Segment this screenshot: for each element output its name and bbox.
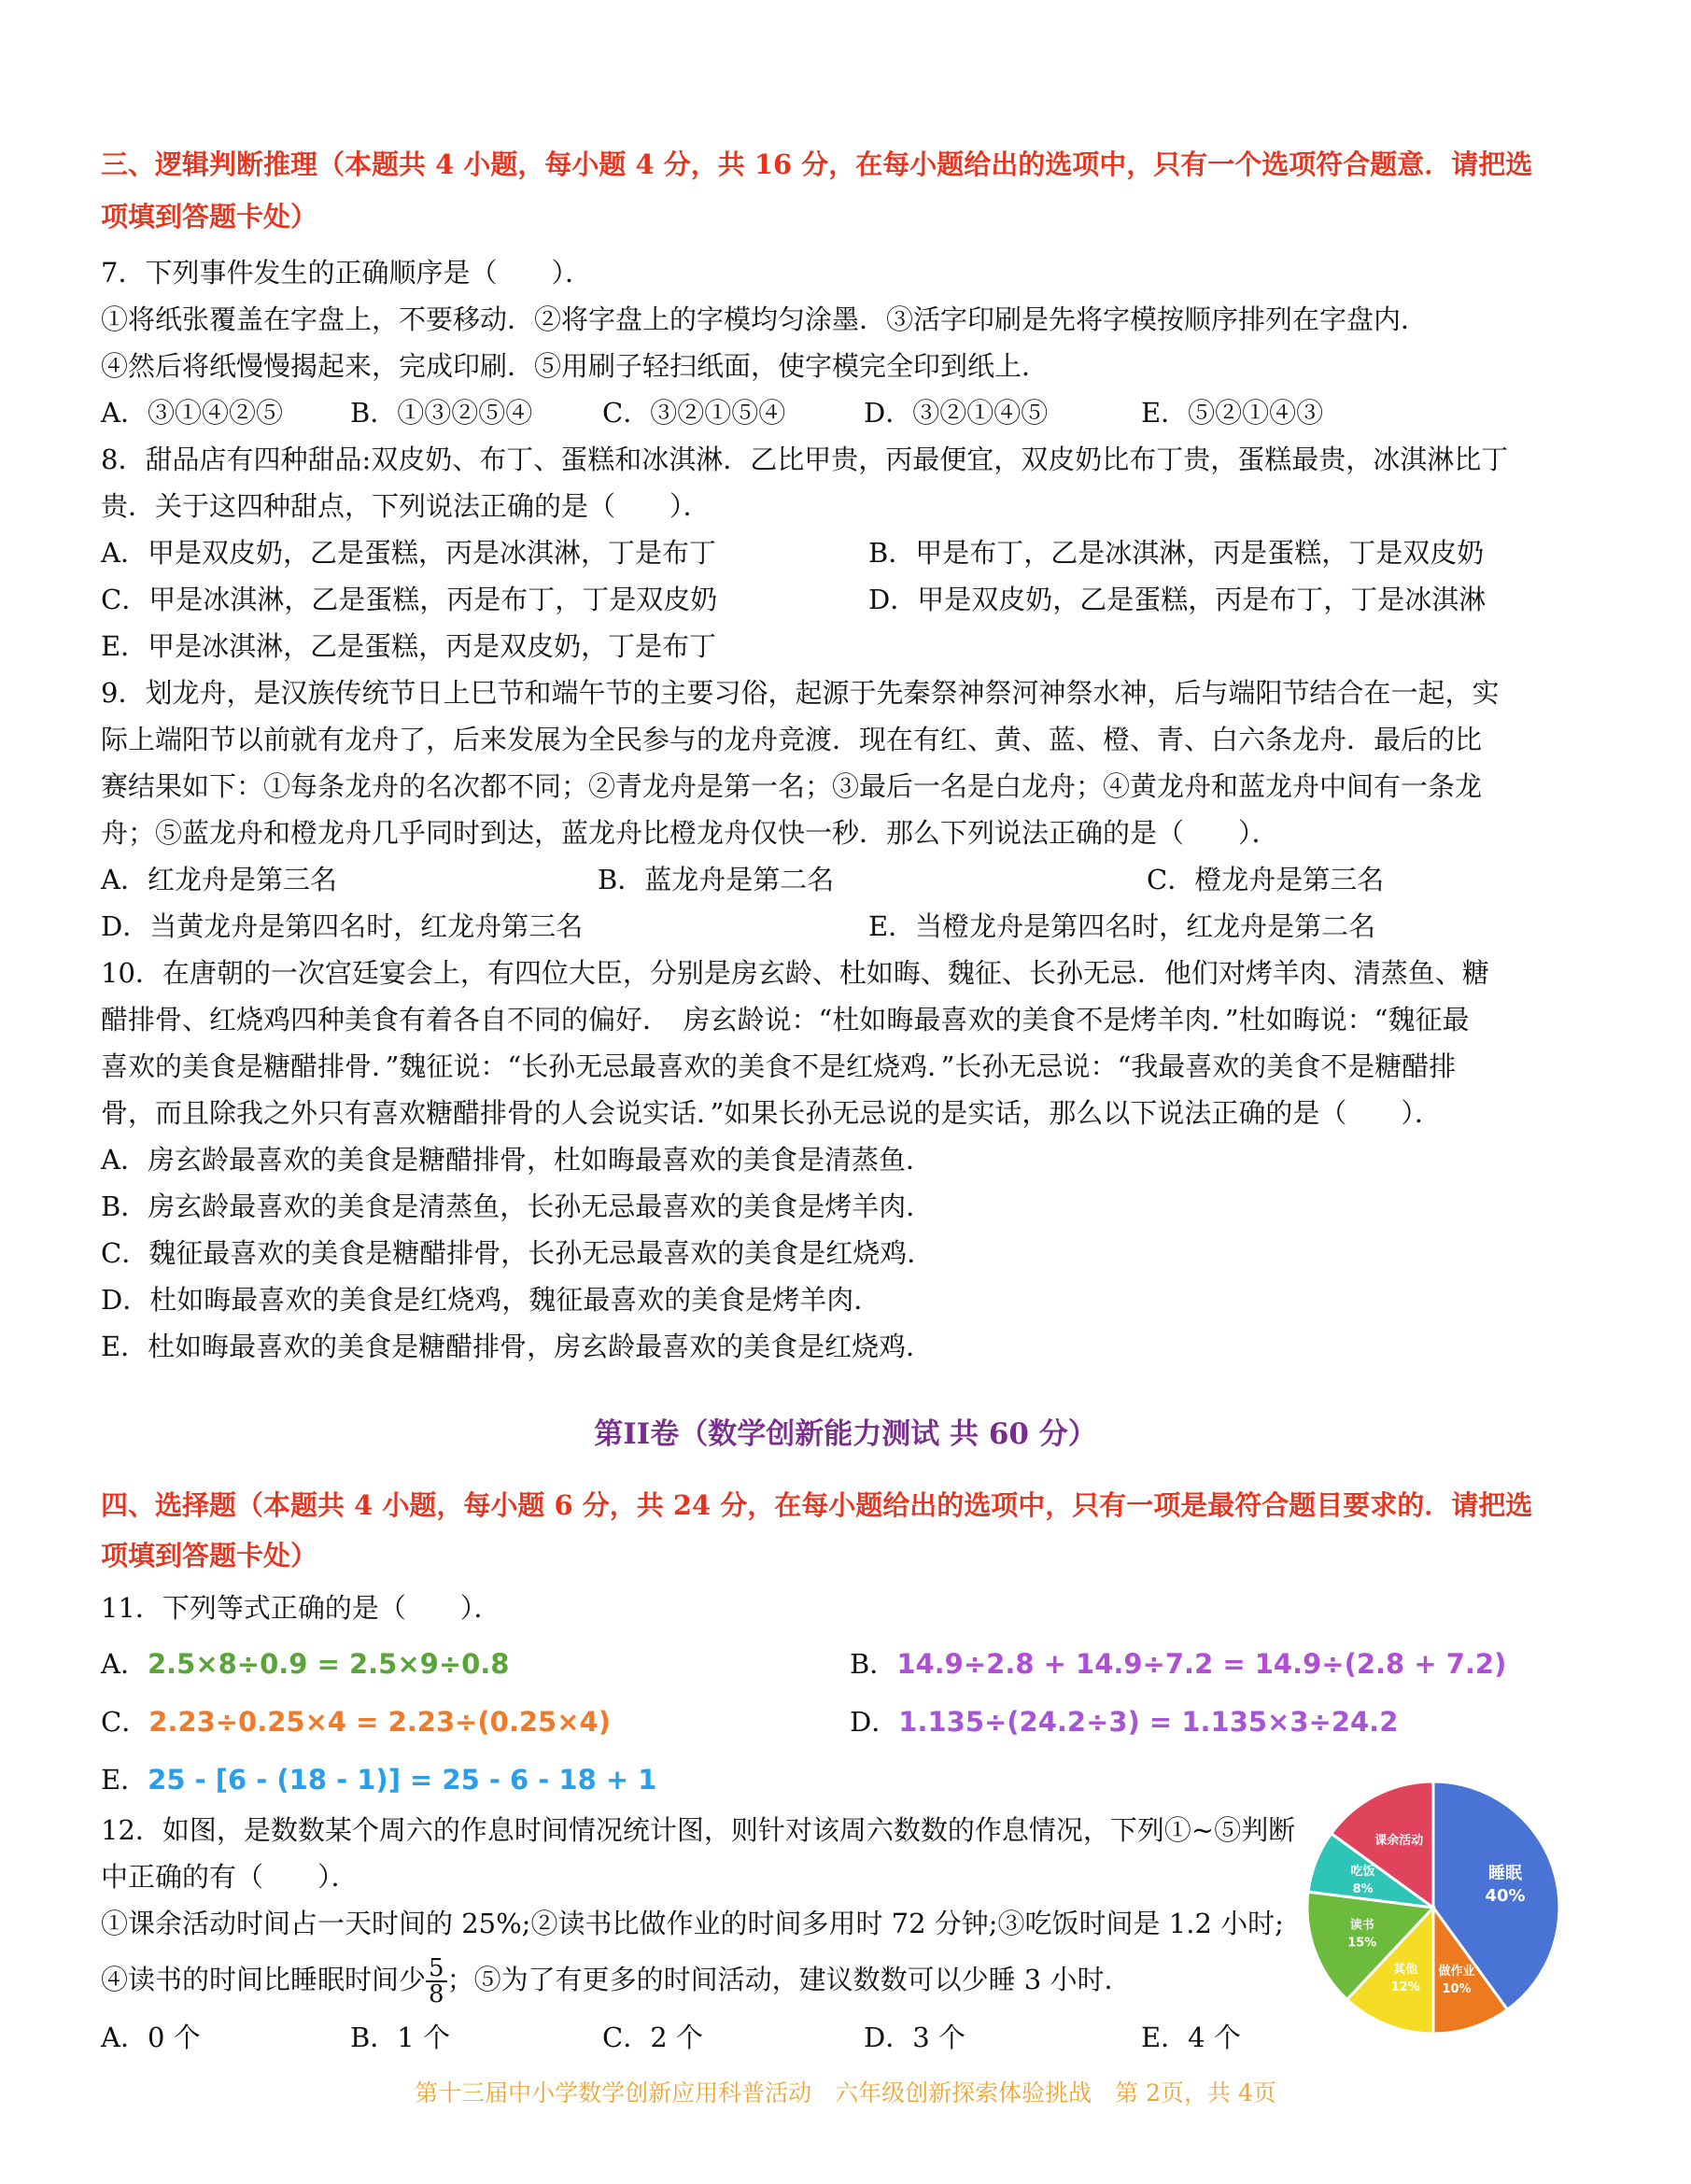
pie-label-5: 课余活动 bbox=[1374, 1834, 1424, 1849]
q11-option-e bbox=[101, 1763, 656, 1797]
q8-option-a: A．甲是双皮奶，乙是蛋糕，丙是冰淇淋，丁是布丁 bbox=[101, 537, 716, 569]
q8-line1: 8．甜品店有四种甜品:双皮奶、布丁、蛋糕和冰淇淋．乙比甲贵，丙最便宜，双皮奶比布丁贵，蛋糕最贵，冰淇淋比丁 bbox=[101, 444, 1509, 475]
q11-option-e-expr: 25 - [6 - (18 - 1)] = 25 - 6 - 18 + 1 bbox=[148, 1764, 657, 1796]
q12-option-e: E．4 个 bbox=[1141, 2022, 1241, 2053]
q12-line3: ①课余活动时间占一天时间的 25%;②读书比做作业的时间多用时 72 分钟;③吃饭时间是 1.2 小时; bbox=[101, 1908, 1284, 1939]
pie-label-2: 其他 bbox=[1393, 1963, 1418, 1978]
q8-option-c: C．甲是冰淇淋，乙是蛋糕，丙是布丁，丁是双皮奶 bbox=[101, 584, 718, 615]
q9-option-d: D．当黄龙舟是第四名时，红龙舟第三名 bbox=[101, 910, 584, 942]
q12-line4 bbox=[101, 1950, 1131, 2009]
pie-label-4: 吃饭 bbox=[1350, 1865, 1375, 1880]
q12-line2: 中正确的有（ ）． bbox=[101, 1861, 359, 1893]
q7-line1: ①将纸张覆盖在字盘上，不要移动．②将字盘上的字模均匀涂墨．③活字印刷是先将字模按顺序排列在字盘内． bbox=[101, 303, 1429, 335]
q11-option-c bbox=[101, 1705, 611, 1739]
q10-option-a: A．房玄龄最喜欢的美食是糖醋排骨，杜如晦最喜欢的美食是清蒸鱼． bbox=[101, 1144, 933, 1176]
q8-option-b: B．甲是布丁，乙是冰淇淋，丙是蛋糕，丁是双皮奶 bbox=[868, 537, 1485, 569]
q11-option-c-expr: 2.23÷0.25×4 = 2.23÷(0.25×4) bbox=[148, 1706, 611, 1738]
q7-option-d: D．③②①④⑤ bbox=[864, 397, 1049, 429]
q10-line4: 骨，而且除我之外只有喜欢糖醋排骨的人会说实话．”如果长孙无忌说的是实话，那么以下说法正确的是（ ）． bbox=[101, 1097, 1442, 1129]
q9-option-a: A．红龙舟是第三名 bbox=[101, 864, 337, 895]
q10-option-e: E．杜如晦最喜欢的美食是糖醋排骨，房玄龄最喜欢的美食是红烧鸡． bbox=[101, 1331, 934, 1362]
pie-value-label-0: 40% bbox=[1485, 1885, 1526, 1906]
q9-line2: 际上端阳节以前就有龙舟了，后来发展为全民参与的龙舟竞渡．现在有红、黄、蓝、橙、青、白六条龙舟．最后的比 bbox=[101, 724, 1483, 755]
q11-option-a bbox=[101, 1647, 510, 1681]
q11-option-c-label: C． bbox=[101, 1706, 149, 1738]
q11-option-d bbox=[850, 1705, 1398, 1739]
q11-stem: 11．下列等式正确的是（ ）． bbox=[101, 1592, 501, 1624]
q12-line4-post: ；⑤为了有更多的时间活动，建议数数可以少睡 3 小时． bbox=[446, 1964, 1132, 1995]
q8-option-d: D．甲是双皮奶，乙是蛋糕，丙是布丁，丁是冰淇淋 bbox=[868, 584, 1487, 615]
q9-option-e: E．当橙龙舟是第四名时，红龙舟是第二名 bbox=[868, 910, 1376, 942]
q9-option-c: C．橙龙舟是第三名 bbox=[1147, 864, 1385, 895]
q12-option-c: C．2 个 bbox=[602, 2022, 703, 2053]
q12-option-b: B．1 个 bbox=[350, 2022, 450, 2053]
q10-line3: 喜欢的美食是糖醋排骨．”魏征说：“长孙无忌最喜欢的美食不是红烧鸡．”长孙无忌说：“我最喜欢的美食不是糖醋排 bbox=[101, 1050, 1457, 1082]
q12-option-d: D．3 个 bbox=[864, 2022, 965, 2053]
q11-option-a-expr: 2.5×8÷0.9 = 2.5×9÷0.8 bbox=[147, 1648, 510, 1680]
pie-label-3: 读书 bbox=[1349, 1918, 1374, 1933]
q10-option-d: D．杜如晦最喜欢的美食是红烧鸡，魏征最喜欢的美食是烤羊肉． bbox=[101, 1284, 881, 1316]
fraction-five-eighths bbox=[426, 1956, 447, 2007]
q9-option-b: B．蓝龙舟是第二名 bbox=[598, 864, 835, 895]
pie-value-label-4: 8% bbox=[1352, 1882, 1374, 1897]
part2-title: 第II卷（数学创新能力测试 共 60 分） bbox=[594, 1417, 1097, 1451]
pie-value-label-3: 15% bbox=[1347, 1936, 1377, 1951]
q9-line1: 9．划龙舟，是汉族传统节日上巳节和端午节的主要习俗，起源于先秦祭神祭河神祭水神，后与端阳节结合在一起，实 bbox=[101, 677, 1500, 709]
q11-option-d-label: D． bbox=[850, 1706, 899, 1738]
q11-option-a-label: A． bbox=[101, 1648, 148, 1680]
q8-option-e: E．甲是冰淇淋，乙是蛋糕，丙是双皮奶，丁是布丁 bbox=[101, 630, 717, 662]
q7-line2: ④然后将纸慢慢揭起来，完成印刷．⑤用刷子轻扫纸面，使字模完全印到纸上． bbox=[101, 350, 1050, 382]
q11-option-b-label: B． bbox=[850, 1648, 897, 1680]
q12-option-a: A．0 个 bbox=[101, 2022, 201, 2053]
pie-label-0: 睡眠 bbox=[1488, 1863, 1523, 1883]
fraction-numerator: 5 bbox=[426, 1956, 447, 1982]
fraction-denominator: 8 bbox=[429, 1980, 444, 2008]
q11-option-b-expr: 14.9÷2.8 + 14.9÷7.2 = 14.9÷(2.8 + 7.2) bbox=[896, 1648, 1507, 1680]
q10-line1: 10．在唐朝的一次宫廷宴会上，有四位大臣，分别是房玄龄、杜如晦、魏征、长孙无忌．他们对烤羊肉、清蒸鱼、糖 bbox=[101, 957, 1489, 989]
q7-option-e: E．⑤②①④③ bbox=[1141, 397, 1324, 429]
q7-option-b: B．①③②⑤④ bbox=[350, 397, 533, 429]
q11-option-b bbox=[850, 1647, 1506, 1681]
q12-line1: 12．如图，是数数某个周六的作息时间情况统计图，则针对该周六数数的作息情况，下列①~⑤判断 bbox=[101, 1814, 1296, 1846]
q7-option-c: C．③②①⑤④ bbox=[602, 397, 786, 429]
q7-option-a: A．③①④②⑤ bbox=[101, 397, 283, 429]
q12-line4-pre: ④读书的时间比睡眠时间少 bbox=[101, 1964, 427, 1995]
q9-line3: 赛结果如下：①每条龙舟的名次都不同；②青龙舟是第一名；③最后一名是白龙舟；④黄龙舟和蓝龙舟中间有一条龙 bbox=[101, 770, 1483, 802]
pie-label-1: 做作业 bbox=[1438, 1964, 1475, 1979]
q10-option-b: B．房玄龄最喜欢的美食是清蒸鱼，长孙无忌最喜欢的美食是烤羊肉． bbox=[101, 1191, 934, 1222]
section4-heading-cont: 项填到答题卡处） bbox=[101, 1540, 318, 1571]
q10-option-c: C．魏征最喜欢的美食是糖醋排骨，长孙无忌最喜欢的美食是红烧鸡． bbox=[101, 1237, 935, 1269]
q9-line4: 舟；⑤蓝龙舟和橙龙舟几乎同时到达，蓝龙舟比橙龙舟仅快一秒．那么下列说法正确的是（ ）． bbox=[101, 817, 1279, 849]
section3-heading: 三、逻辑判断推理（本题共 4 小题，每小题 4 分，共 16 分，在每小题给出的选项中，只有一个选项符合题意．请把选 bbox=[101, 148, 1533, 180]
schedule-pie-chart bbox=[1298, 1772, 1569, 2043]
section4-heading: 四、选择题（本题共 4 小题，每小题 6 分，共 24 分，在每小题给出的选项中，只有一项是最符合题目要求的．请把选 bbox=[101, 1489, 1533, 1521]
pie-value-label-2: 12% bbox=[1390, 1980, 1420, 1995]
q7-stem: 7．下列事件发生的正确顺序是（ ）． bbox=[101, 257, 592, 289]
q11-option-e-label: E． bbox=[101, 1764, 148, 1796]
q11-option-d-expr: 1.135÷(24.2÷3) = 1.135×3÷24.2 bbox=[898, 1706, 1399, 1738]
pie-value-label-1: 10% bbox=[1442, 1981, 1472, 1996]
q8-line2: 贵．关于这四种甜点，下列说法正确的是（ ）． bbox=[101, 490, 711, 522]
page-footer: 第十三届中小学数学创新应用科普活动 六年级创新探索体验挑战 第 2页，共 4页 bbox=[415, 2079, 1276, 2107]
section3-heading-cont: 项填到答题卡处） bbox=[101, 201, 318, 232]
q10-line2: 醋排骨、红烧鸡四种美食有着各自不同的偏好． 房玄龄说：“杜如晦最喜欢的美食不是烤羊肉．”杜如晦说：“魏征最 bbox=[101, 1004, 1470, 1036]
